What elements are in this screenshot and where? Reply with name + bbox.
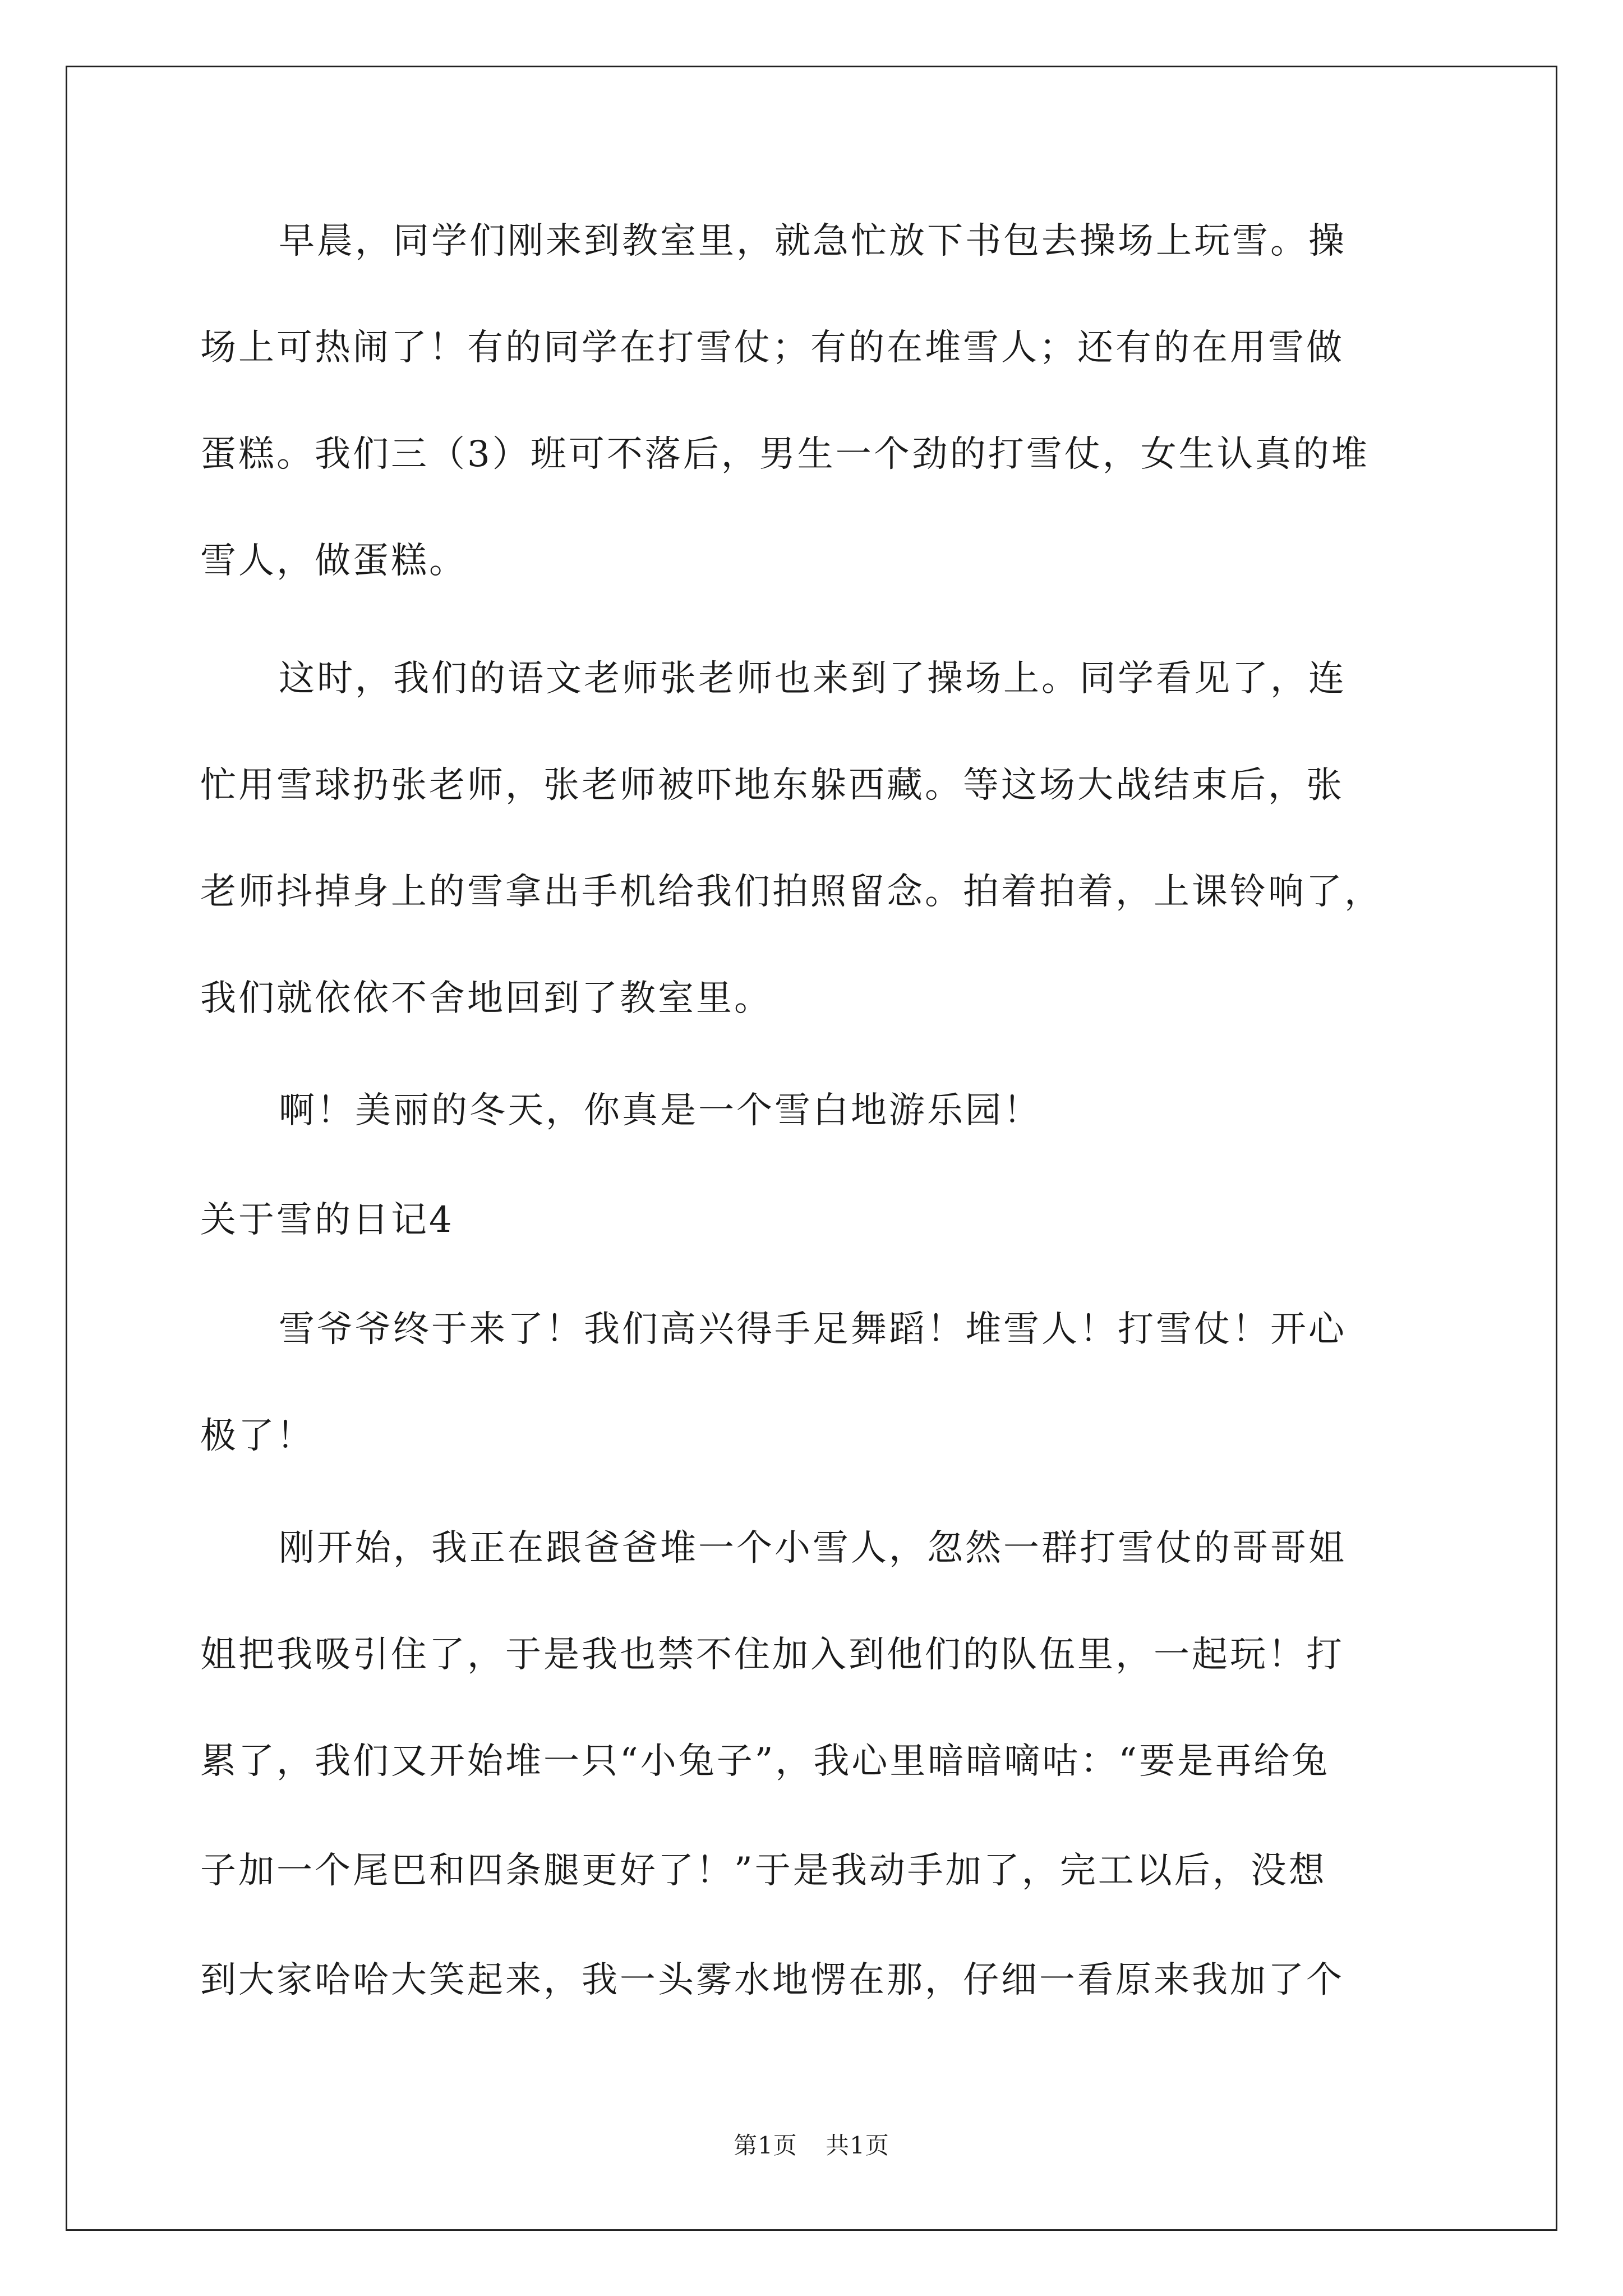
paragraph-line: 蛋糕。我们三（3）班可不落后，男生一个劲的打雪仗，女生认真的堆 bbox=[200, 434, 1370, 475]
paragraph-line: 雪爷爷终于来了！我们高兴得手足舞蹈！堆雪人！打雪仗！开心 bbox=[279, 1309, 1347, 1350]
paragraph-line: 极了！ bbox=[200, 1415, 315, 1457]
page-border bbox=[66, 66, 1557, 2231]
paragraph-line: 到大家哈哈大笑起来，我一头雾水地愣在那，仔细一看原来我加了个 bbox=[200, 1959, 1344, 2001]
paragraph-line: 累了，我们又开始堆一只“小兔子”，我心里暗暗嘀咕：“要是再给兔 bbox=[200, 1741, 1330, 1782]
paragraph-line: 场上可热闹了！有的同学在打雪仗；有的在堆雪人；还有的在用雪做 bbox=[200, 327, 1344, 369]
paragraph-line: 雪人，做蛋糕。 bbox=[200, 540, 467, 582]
paragraph-line: 老师抖掉身上的雪拿出手机给我们拍照留念。拍着拍着，上课铃响了， bbox=[200, 871, 1382, 913]
paragraph-line: 刚开始，我正在跟爸爸堆一个小雪人，忽然一群打雪仗的哥哥姐 bbox=[279, 1527, 1347, 1569]
paragraph-line: 子加一个尾巴和四条腿更好了！”于是我动手加了，完工以后，没想 bbox=[200, 1850, 1327, 1892]
page-footer bbox=[0, 2132, 1623, 2160]
paragraph-line: 我们就依依不舍地回到了教室里。 bbox=[200, 978, 772, 1019]
paragraph-line: 姐把我吸引住了，于是我也禁不住加入到他们的队伍里，一起玩！打 bbox=[200, 1634, 1344, 1676]
page-number: 第1页 bbox=[734, 2132, 797, 2159]
paragraph-line: 早晨，同学们刚来到教室里，就急忙放下书包去操场上玩雪。操 bbox=[279, 220, 1347, 262]
paragraph-line: 这时，我们的语文老师张老师也来到了操场上。同学看见了，连 bbox=[279, 658, 1347, 700]
paragraph-line: 忙用雪球扔张老师，张老师被吓地东躲西藏。等这场大战结束后，张 bbox=[200, 765, 1344, 806]
paragraph-line: 啊！美丽的冬天，你真是一个雪白地游乐园！ bbox=[279, 1090, 1041, 1131]
section-heading: 关于雪的日记4 bbox=[200, 1199, 454, 1241]
page-total: 共1页 bbox=[826, 2132, 889, 2159]
